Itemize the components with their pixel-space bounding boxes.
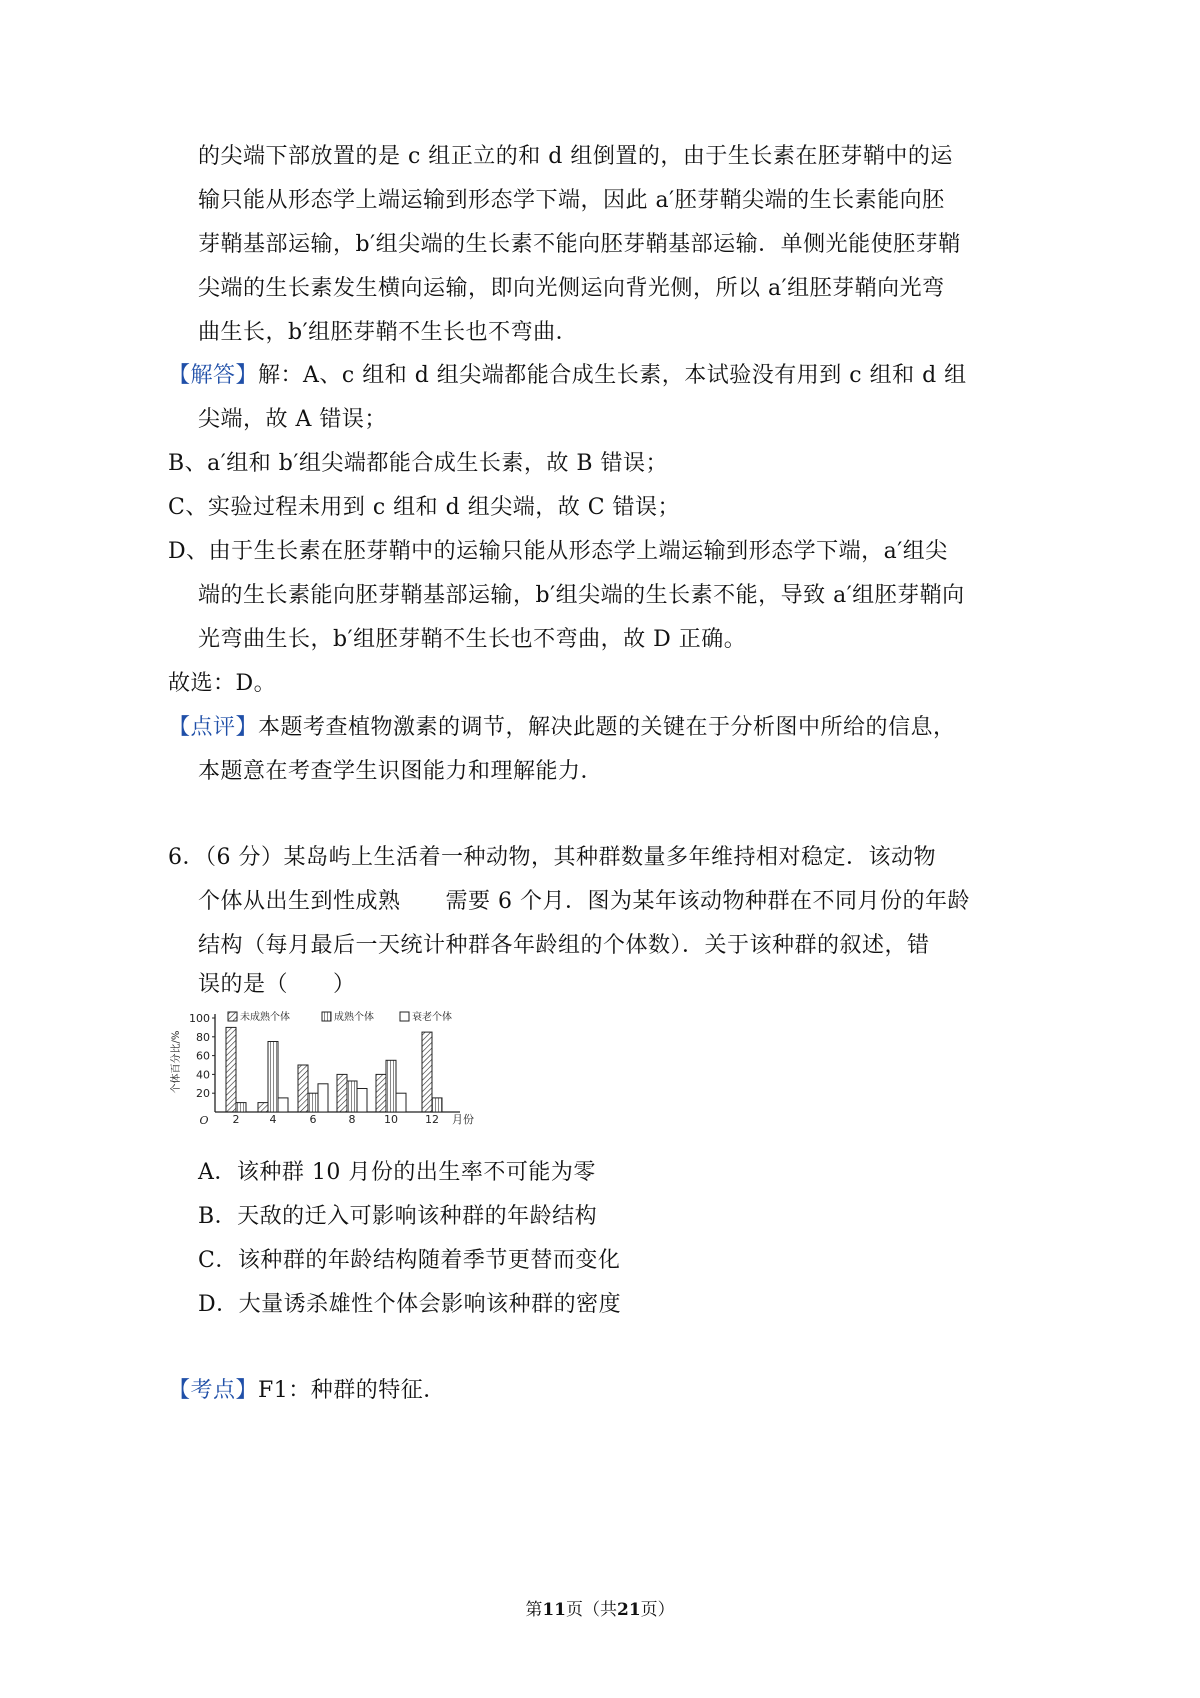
comment-line — [168, 713, 956, 743]
analysis-line: 芽鞘基部运输，b′组尖端的生长素不能向胚芽鞘基部运输．单侧光能使胚芽鞘 — [198, 232, 961, 257]
age-structure-chart — [170, 1004, 510, 1126]
kaodian-text: F1：种群的特征． — [258, 1378, 446, 1403]
answer-line: 尖端，故 A 错误； — [198, 407, 387, 432]
y-tick-label: 40 — [196, 1068, 210, 1082]
x-tick-label: 10 — [384, 1113, 398, 1126]
question-line: 个体从出生到性成熟 需要 6 个月．图为某年该动物种群在不同月份的年龄 — [198, 889, 970, 914]
bar-immature — [298, 1065, 308, 1112]
x-tick-label: 2 — [232, 1113, 240, 1126]
bar-immature — [226, 1027, 236, 1112]
comment-text: 本题考查植物激素的调节，解决此题的关键在于分析图中所给的信息， — [258, 715, 956, 740]
bar-senescent — [396, 1093, 406, 1112]
answer-text: 解：A、c 组和 d 组尖端都能合成生长素，本试验没有用到 c 组和 d 组 — [258, 363, 967, 388]
analysis-line: 输只能从形态学上端运输到形态学下端，因此 a′胚芽鞘尖端的生长素能向胚 — [198, 188, 945, 213]
bar-senescent — [357, 1089, 367, 1113]
y-tick-label: 60 — [196, 1049, 210, 1063]
analysis-line: 的尖端下部放置的是 c 组正立的和 d 组倒置的，由于生长素在胚芽鞘中的运 — [198, 144, 953, 169]
bar-mature — [432, 1098, 442, 1112]
legend-label: 未成熟个体 — [240, 1012, 290, 1023]
question-line: 误的是（ ） — [198, 972, 356, 997]
footer-mid: 页（共 — [566, 1600, 617, 1620]
x-tick-label: 8 — [348, 1113, 356, 1126]
footer-page-number: 11 — [542, 1600, 566, 1620]
legend-swatch — [322, 1012, 331, 1021]
origin-label: O — [199, 1114, 209, 1126]
y-axis-label: 个体百分比/% — [171, 1030, 182, 1094]
comment-line: 本题意在考查学生识图能力和理解能力． — [198, 759, 604, 784]
bar-senescent — [318, 1084, 328, 1112]
answer-option-d: 光弯曲生长，b′组胚芽鞘不生长也不弯曲，故 D 正确。 — [198, 627, 747, 652]
option-b: B．天敌的迁入可影响该种群的年龄结构 — [198, 1204, 598, 1229]
answer-option-b: B、a′组和 b′组尖端都能合成生长素，故 B 错误； — [168, 451, 669, 476]
analysis-line: 尖端的生长素发生横向运输，即向光侧运向背光侧，所以 a′组胚芽鞘向光弯 — [198, 276, 945, 301]
bar-immature — [376, 1074, 386, 1112]
bar-mature — [386, 1060, 396, 1112]
footer-pre: 第 — [525, 1600, 543, 1620]
x-tick-label: 12 — [425, 1113, 439, 1126]
legend-label: 成熟个体 — [334, 1012, 374, 1023]
bar-immature — [422, 1032, 432, 1112]
question-line: 结构（每月最后一天统计种群各年龄组的个体数）．关于该种群的叙述，错 — [198, 933, 930, 958]
answer-option-d: 端的生长素能向胚芽鞘基部运输，b′组尖端的生长素不能，导致 a′组胚芽鞘向 — [198, 583, 965, 608]
analysis-line: 曲生长，b′组胚芽鞘不生长也不弯曲． — [198, 320, 579, 345]
kaodian-label: 【考点】 — [168, 1378, 259, 1403]
answer-choice: 故选：D。 — [168, 671, 277, 696]
footer-total-pages: 21 — [617, 1600, 641, 1620]
bar-mature — [347, 1081, 357, 1112]
bar-mature — [268, 1042, 278, 1113]
bar-immature — [258, 1103, 268, 1112]
footer-post: 页） — [640, 1600, 675, 1620]
x-tick-label: 6 — [309, 1113, 317, 1126]
comment-label: 【点评】 — [168, 715, 259, 740]
answer-option-c: C、实验过程未用到 c 组和 d 组尖端，故 C 错误； — [168, 495, 681, 520]
kaodian-line — [168, 1376, 446, 1406]
x-axis-label: 月份 — [452, 1113, 474, 1126]
legend-swatch — [400, 1012, 409, 1021]
bar-senescent — [278, 1098, 288, 1112]
y-tick-label: 80 — [196, 1030, 210, 1044]
answer-option-d: D、由于生长素在胚芽鞘中的运输只能从形态学上端运输到形态学下端，a′组尖 — [168, 539, 948, 564]
bar-mature — [308, 1093, 318, 1112]
bar-immature — [337, 1074, 347, 1112]
question-line: 6．（6 分）某岛屿上生活着一种动物，其种群数量多年维持相对稳定．该动物 — [168, 845, 936, 870]
y-tick-label: 100 — [189, 1012, 210, 1025]
option-a: A．该种群 10 月份的出生率不可能为零 — [198, 1160, 596, 1185]
y-tick-label: 20 — [196, 1087, 210, 1101]
x-tick-label: 4 — [269, 1113, 277, 1126]
option-d: D．大量诱杀雄性个体会影响该种群的密度 — [198, 1292, 622, 1317]
answer-label: 【解答】 — [168, 363, 259, 388]
legend-swatch — [228, 1012, 237, 1021]
page-footer — [0, 1598, 1200, 1622]
option-c: C．该种群的年龄结构随着季节更替而变化 — [198, 1248, 621, 1273]
bar-mature — [236, 1103, 246, 1112]
legend-label: 衰老个体 — [412, 1012, 452, 1023]
answer-line — [168, 361, 967, 391]
